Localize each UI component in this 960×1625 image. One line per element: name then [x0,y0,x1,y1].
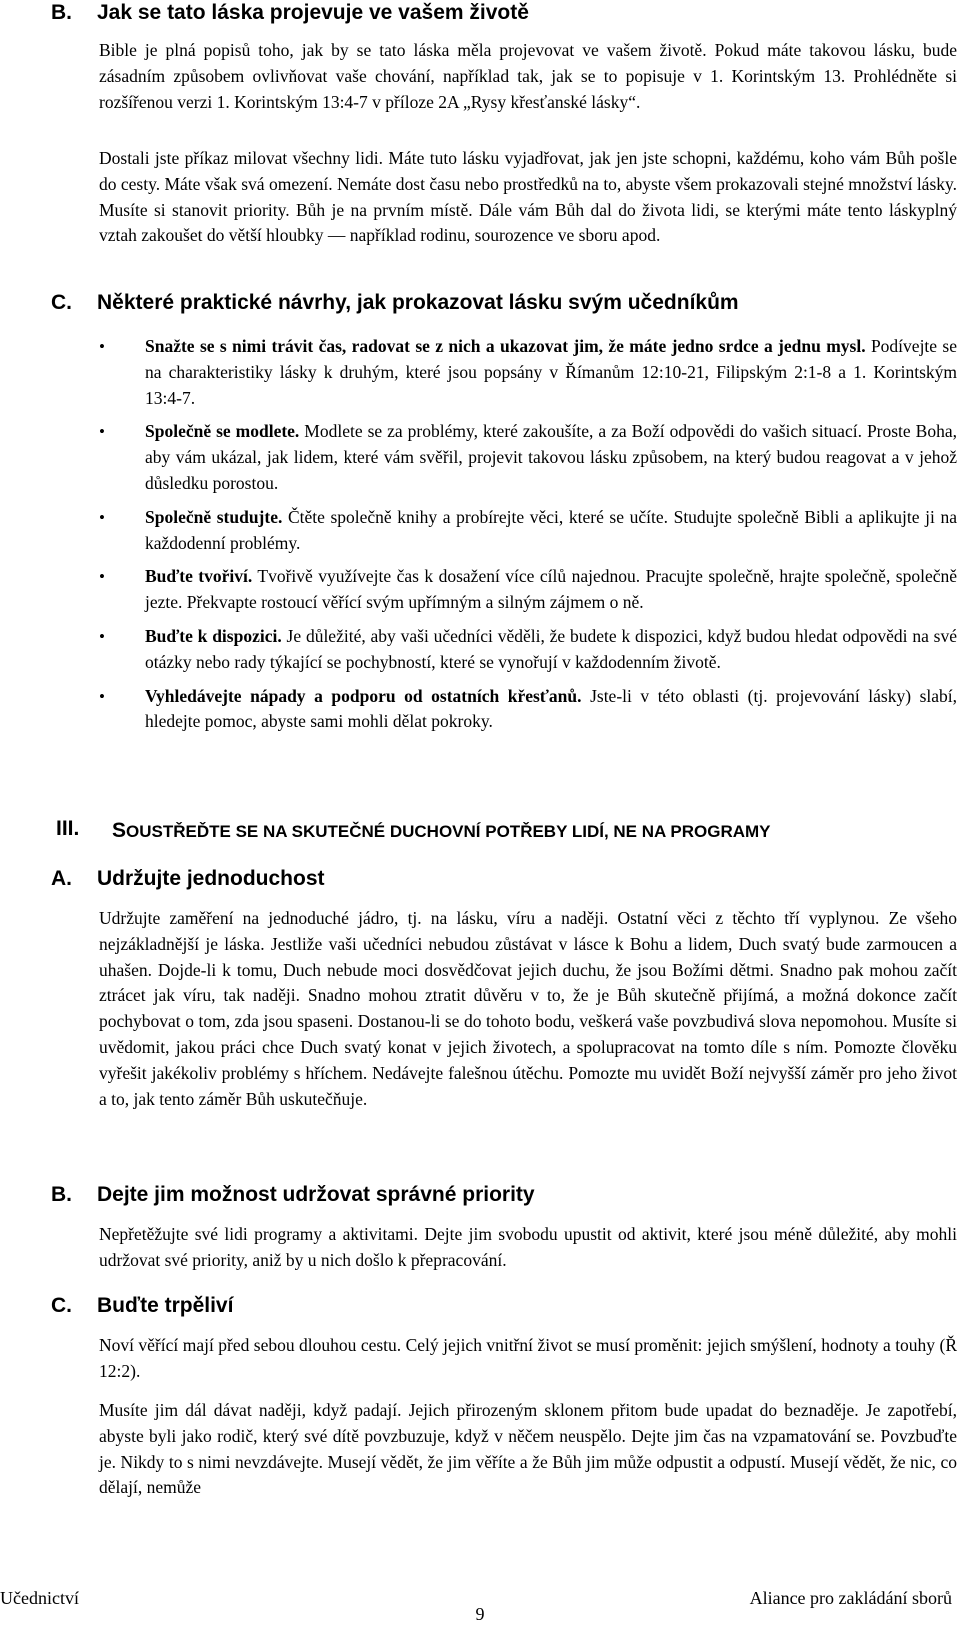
bullet-icon: • [99,422,105,442]
item-lead: Společně studujte. [145,506,283,527]
chapter-number: III. [56,817,80,840]
item-lead: Vyhledávejte nápady a podporu od ostatních křesťanů. [145,685,582,706]
section-letter: C. [51,291,72,314]
item-text: Tvořivě využívejte čas k dosažení více cílů najednou. Pracujte společně, hrajte společně, společně jezte. Překvapte rostoucí věřící svým upřímným a silným zájmem o ně. [145,566,958,613]
section-heading-a [51,866,951,892]
footer-left: Učednictví [0,1588,79,1608]
section-heading-b2 [51,1182,951,1208]
paragraph: Udržujte zaměření na jednoduché jádro, tj. na lásku, víru a naději. Ostatní věci z těchto tří vyplynou. Ze všeho nejzákladnější je láska. Jestliže vaši učedníci nebudou zůstávat v lásce k Bohu a lidem, Duch svatý bude zarmoucen a uhašen. Dojde-li k tomu, Duch nebude moci dosvědčovat jejich duchu, že jsou Božími dětmi. Snadno pak mohou začít ztrácet jak víru, tak naději. Snadno mohou ztratit důvěru v to, že je Bůh skutečně přijímá, a možná dokonce začít pochybovat o tom, zda jsou spaseni. Dostanou-li se do tohoto bodu, veškerá vaše povzbudivá slova nepomohou. Musíte si uvědomit, jakou práci chce Duch svatý konat v jejich životech, a spolupracovat na tomto díle s ním. Pomozte člověku vyřešit jakékoliv problémy s hříchem. Nedávejte falešnou útěchu. Pomozte mu uvidět Boží nejvyšší záměr pro jeho život a to, jak tento záměr Bůh uskutečňuje. [99,908,957,1109]
section-heading-b [51,0,951,26]
paragraph: Bible je plná popisů toho, jak by se tato láska měla projevovat ve vašem životě. Pokud máte takovou lásku, bude zásadním způsobem ovlivňovat vaše chování, například tak, jak se to popisuje v 1. Korintským 13. Prohlédněte si rozšířenou verzi 1. Korintským 13:4-7 v příloze 2A „Rysy křesťanské lásky“. [99,40,957,112]
bullet-icon: • [99,567,105,587]
list-item [99,505,957,557]
list-item [99,624,957,676]
list-item [99,419,957,496]
item-lead: Snažte se s nimi trávit čas, radovat se z nich a ukazovat jim, že máte jedno srdce a jednu mysl. [145,336,866,356]
section-title: Některé praktické návrhy, jak prokazovat lásku svým učedníkům [97,291,739,314]
section-heading-c2 [51,1293,951,1319]
footer-right: Aliance pro zakládání sborů [749,1588,952,1608]
bullet-icon: • [99,686,105,706]
item-lead: Buďte k dispozici. [145,625,282,646]
item-text: Modlete se za problémy, které zakoušíte, a za Boží odpovědi do vašich situací. Proste Boha, aby vám ukázal, jak lidem, které vám svěřil, projevit takovou lásku způsobem, na který budou reagovat a v jehož důsledku porostou. [145,421,957,493]
section-letter: C. [51,1294,72,1317]
list-item [99,334,957,411]
bullet-icon: • [99,507,105,527]
chapter-heading-iii [56,817,956,847]
item-text: Jste-li v této oblasti (tj. projevování lásky) slabí, hledejte pomoc, abyste sami mohli dělat pokroky. [145,685,957,732]
section-letter: B. [51,1,72,24]
paragraph: Musíte jim dál dávat naději, když padají. Jejich přirozeným sklonem přitom bude upadat do beznaděje. Je zapotřebí, abyste byli jako rodič, který své dítě povzbuzuje, když v něčem neuspělo. Dejte jim čas na vzpamatování se. Povzbuďte je. Nikdy to s nimi nevzdávejte. Musejí vědět, že jim věříte a že Bůh jim může odpustit a odpustí. Musejí vědět, že nic, co dělají, nemůže [99,1400,957,1498]
section-letter: B. [51,1183,72,1206]
paragraph: Noví věřící mají před sebou dlouhou cestu. Celý jejich vnitřní život se musí proměnit: jejich smýšlení, hodnoty a touhy (Ř 12:2). [99,1335,957,1381]
section-letter: A. [51,867,72,890]
chapter-title-rest: OUSTŘEĎTE SE NA SKUTEČNÉ DUCHOVNÍ POTŘEBY LIDÍ, NE NA PROGRAMY [126,822,771,841]
chapter-title-initial: S [112,819,127,842]
paragraph: Nepřetěžujte své lidi programy a aktivitami. Dejte jim svobodu upustit od aktivit, které jsou méně důležité, aby mohli udržovat své priority, aniž by u nich došlo k přepracování. [99,1224,957,1270]
paragraph: Dostali jste příkaz milovat všechny lidi. Máte tuto lásku vyjadřovat, jak jen jste schopni, každému, koho vám Bůh pošle do cesty. Máte však svá omezení. Nemáte dost času nebo prostředků na to, abyste všem prokazovali stejné množství lásky. Musíte si stanovit priority. Bůh je na prvním místě. Dále vám Bůh dal do života lidi, se kterými máte tento láskyplný vztah zakoušet do větší hloubky — například rodinu, sourozence ve sboru apod. [99,148,957,246]
item-text: Čtěte společně knihy a probírejte věci, které se učíte. Studujte společně Bibli a aplikujte ji na každodenní problémy. [145,506,957,553]
item-lead: Buďte tvořiví. [145,566,253,587]
list-item [99,684,957,736]
section-title: Buďte trpěliví [97,1294,234,1317]
suggestions-list [99,334,957,743]
section-heading-c [51,290,951,316]
page-number: 9 [475,1604,485,1624]
list-item [99,564,957,616]
item-text: Podívejte se na charakteristiky lásky k druhým, které jsou popsány v Římanům 12:10-21, Filipským 2:1-8 a 1. Korintským 13:4-7. [145,336,957,408]
bullet-icon: • [99,337,105,356]
section-title: Jak se tato láska projevuje ve vašem životě [97,1,529,24]
item-text: Je důležité, aby vaši učedníci věděli, že budete k dispozici, když budou hledat odpovědi na své otázky nebo rady týkající se pochybností, které se vynořují v každodenním životě. [145,625,957,672]
item-lead: Společně se modlete. [145,421,300,442]
section-title: Udržujte jednoduchost [97,867,325,890]
bullet-icon: • [99,626,105,646]
chapter-title [112,819,771,843]
section-title: Dejte jim možnost udržovat správné priority [97,1183,535,1206]
